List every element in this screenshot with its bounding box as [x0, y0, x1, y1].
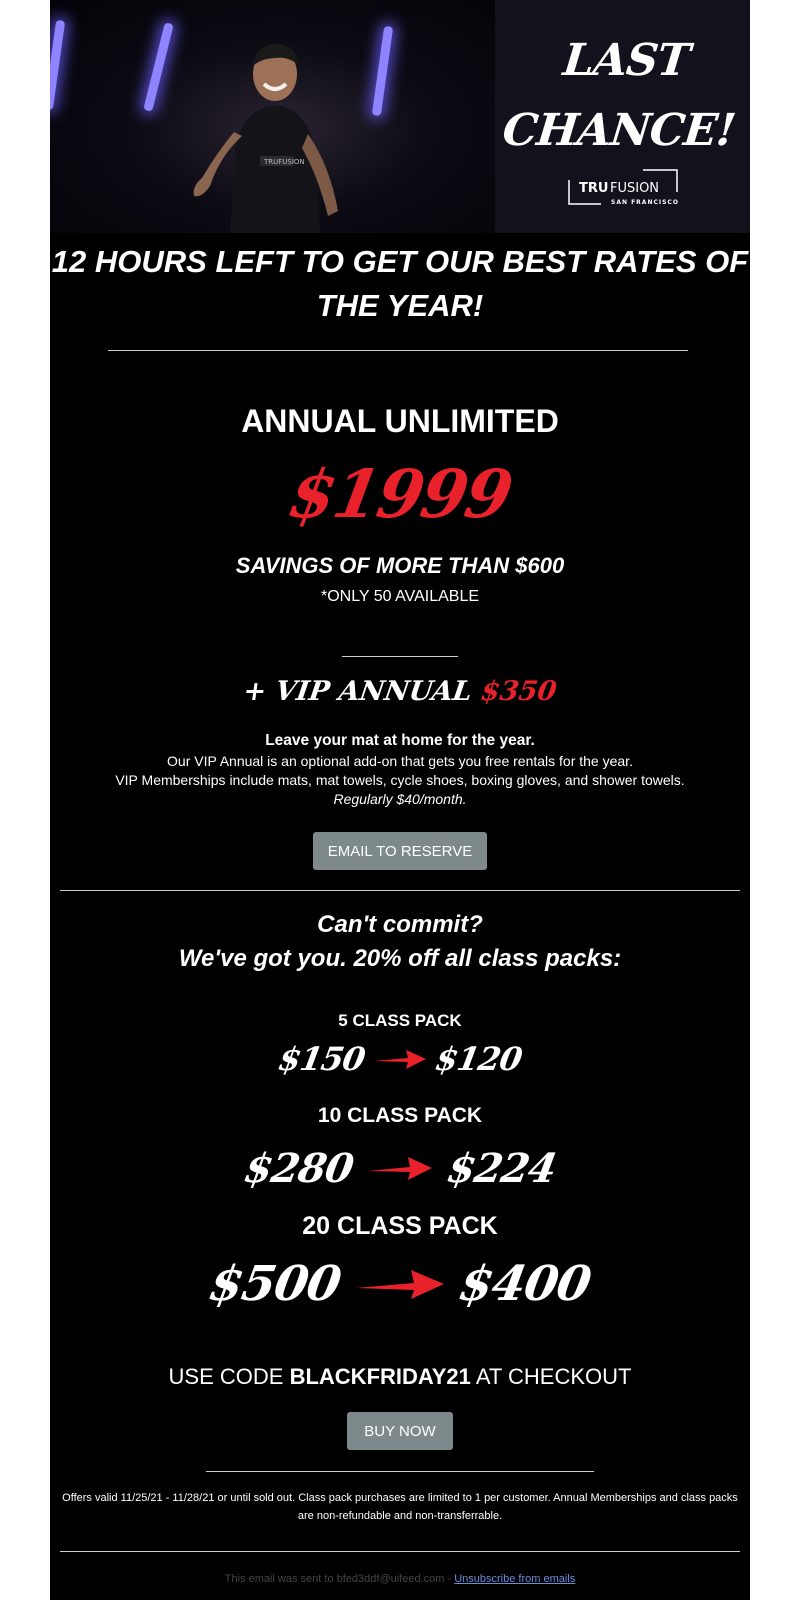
hero-photo — [50, 0, 495, 233]
instructor-figure — [190, 36, 360, 233]
terms-text: Offers valid 11/25/21 - 11/28/21 or until sold out. Class pack purchases are limited to 1 per customer. Annual Memberships and class packs are non-refundable and non-transferrable. — [62, 1492, 738, 1522]
arrow-right-icon — [366, 1152, 434, 1184]
trufusion-logo — [567, 168, 679, 206]
vip-regular-price: Regularly $40/month. — [333, 791, 467, 807]
pack-price-row — [50, 1142, 750, 1194]
divider — [60, 1551, 740, 1552]
pack-price-row — [50, 1253, 750, 1315]
vip-label-text: + VIP ANNUAL — [241, 676, 475, 707]
divider — [60, 890, 740, 891]
email-to-reserve-button[interactable]: EMAIL TO RESERVE — [313, 832, 487, 870]
pack-new-price: $224 — [443, 1144, 560, 1192]
vip-line: Our VIP Annual is an optional add-on that gets you free rentals for the year. — [167, 753, 633, 769]
annual-unlimited-title: ANNUAL UNLIMITED — [241, 403, 559, 439]
vip-line: VIP Memberships include mats, mat towels, cycle shoes, boxing gloves, and shower towels. — [115, 772, 685, 788]
logo-tru-text: TRU — [579, 181, 609, 196]
last-chance-line2: CHANCE! — [500, 105, 738, 156]
vip-annual-label — [50, 676, 750, 707]
logo-city-text: SAN FRANCISCO — [611, 199, 679, 206]
arrow-right-icon — [372, 1045, 428, 1073]
promo-prefix: USE CODE — [168, 1364, 284, 1389]
divider — [342, 656, 458, 657]
hero-banner — [50, 0, 750, 233]
pack-title: 10 CLASS PACK — [317, 1104, 483, 1127]
logo-fusion-text: FUSION — [610, 181, 660, 196]
footer — [50, 1573, 750, 1585]
main-headline: 12 HOURS LEFT TO GET OUR BEST RATES OF THE YEAR! — [51, 244, 749, 323]
divider — [206, 1471, 594, 1472]
buy-now-button[interactable]: BUY NOW — [347, 1412, 453, 1450]
unsubscribe-link[interactable]: Unsubscribe from emails — [454, 1573, 576, 1585]
promo-code: BLACKFRIDAY21 — [289, 1364, 471, 1389]
email-body — [50, 0, 750, 1600]
pack-new-price: $120 — [432, 1040, 525, 1078]
divider — [108, 350, 688, 351]
annual-price: $1999 — [283, 455, 517, 533]
svg-text:TRUFUSION: TRUFUSION — [264, 158, 305, 166]
vip-heading: Leave your mat at home for the year. — [265, 732, 535, 749]
pack-price-row — [50, 1038, 750, 1080]
vip-price: $350 — [479, 676, 559, 707]
stage-light — [372, 26, 393, 116]
last-chance-line1: LAST — [560, 35, 692, 86]
class-pack-intro — [50, 908, 750, 976]
pack-old-price: $500 — [205, 1256, 345, 1312]
availability-text: *ONLY 50 AVAILABLE — [320, 588, 480, 605]
vip-description — [50, 731, 750, 809]
last-chance-title — [488, 26, 750, 166]
pack-old-price: $280 — [240, 1144, 357, 1192]
footer-sent-text: This email was sent to bfed3ddf@uifeed.com - — [224, 1573, 452, 1585]
pack-old-price: $150 — [275, 1040, 368, 1078]
savings-text: SAVINGS OF MORE THAN $600 — [235, 553, 565, 578]
stage-light — [50, 20, 65, 110]
arrow-right-icon — [354, 1265, 446, 1303]
cant-commit-text: Can't commit? — [317, 911, 483, 938]
hero-side-panel — [495, 0, 750, 233]
promo-code-line — [50, 1364, 750, 1390]
pack-new-price: $400 — [455, 1256, 595, 1312]
stage-light — [143, 22, 174, 112]
promo-suffix: AT CHECKOUT — [475, 1364, 632, 1389]
pack-title: 5 CLASS PACK — [338, 1011, 462, 1030]
discount-text: We've got you. 20% off all class packs: — [178, 945, 622, 972]
pack-title: 20 CLASS PACK — [302, 1212, 498, 1240]
